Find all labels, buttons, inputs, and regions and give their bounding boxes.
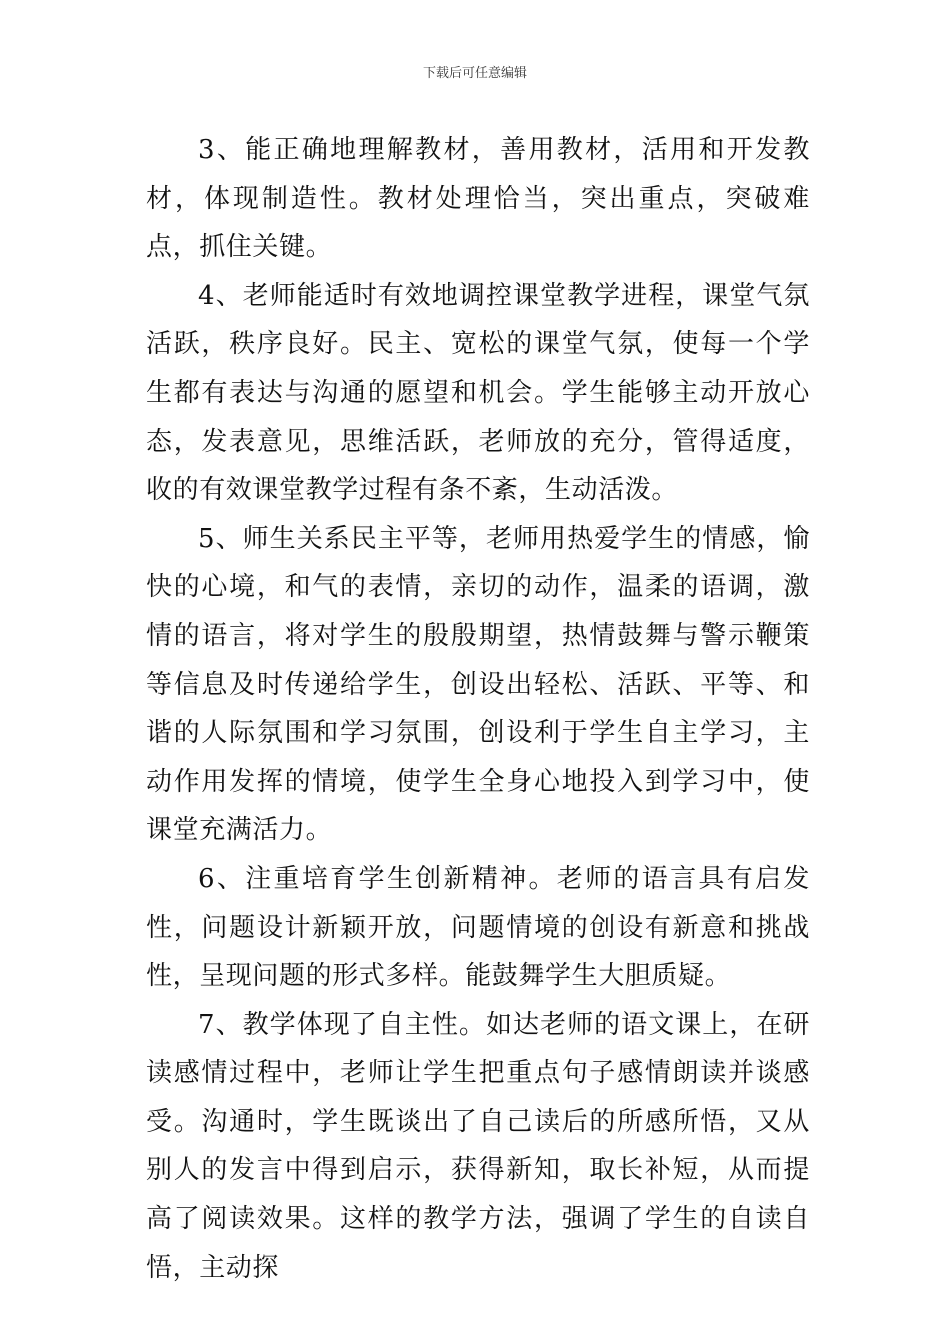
document-body [146, 126, 810, 1292]
page-header: 下载后可任意编辑 [422, 66, 527, 81]
paragraph-item-3: 3、能正确地理解教材，善用教材，活用和开发教材，体现制造性。教材处理恰当，突出重点，突破难点，抓住关键。 [146, 135, 810, 263]
paragraph-item-6: 6、注重培育学生创新精神。老师的语言具有启发性，问题设计新颖开放，问题情境的创设有新意和挑战性，呈现问题的形式多样。能鼓舞学生大胆质疑。 [146, 863, 810, 992]
paragraph-item-5: 5、师生关系民主平等，老师用热爱学生的情感，愉快的心境，和气的表情，亲切的动作，温柔的语调，激情的语言，将对学生的殷殷期望，热情鼓舞与警示鞭策等信息及时传递给学生，创设出轻松、活跃、平等、和谐的人际氛围和学习氛围，创设利于学生自主学习，主动作用发挥的情境，使学生全身心地投入到学习中，使课堂充满活力。 [146, 523, 810, 846]
paragraph-item-4: 4、老师能适时有效地调控课堂教学进程，课堂气氛活跃，秩序良好。民主、宽松的课堂气氛，使每一个学生都有表达与沟通的愿望和机会。学生能够主动开放心态，发表意见，思维活跃，老师放的充分，管得适度，收的有效课堂教学过程有条不紊，生动活泼。 [146, 280, 810, 506]
paragraph-item-7: 7、教学体现了自主性。如达老师的语文课上，在研读感情过程中，老师让学生把重点句子感情朗读并谈感受。沟通时，学生既谈出了自己读后的所感所悟，又从别人的发言中得到启示，获得新知，取长补短，从而提高了阅读效果。这样的教学方法，强调了学生的自读自悟，主动探 [146, 1009, 810, 1283]
